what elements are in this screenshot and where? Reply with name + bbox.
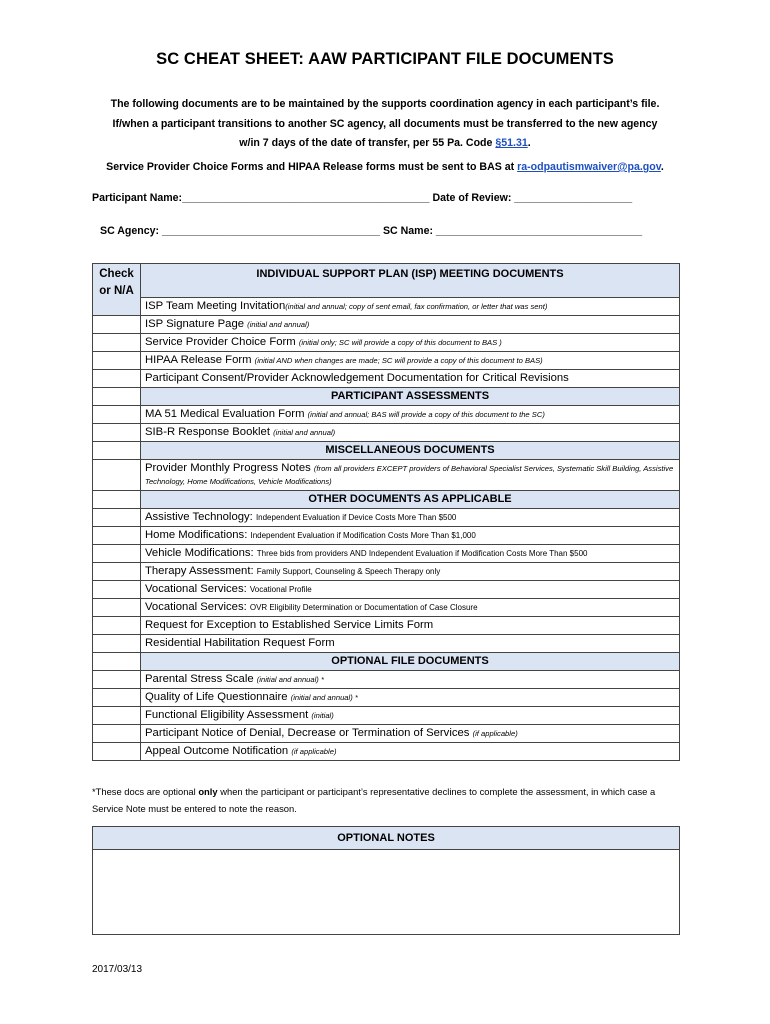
document-item (141, 460, 680, 491)
optional-notes-box (92, 826, 680, 935)
check-cell[interactable] (93, 406, 141, 424)
check-cell-empty (93, 491, 141, 509)
document-row (93, 334, 680, 352)
document-item (141, 725, 680, 743)
section-header: OTHER DOCUMENTS AS APPLICABLE (141, 491, 680, 509)
document-name: Participant Notice of Denial, Decrease or Termination of Services (145, 727, 473, 739)
bas-text: Service Provider Choice Forms and HIPAA Release forms must be sent to BAS at (106, 161, 518, 173)
check-cell[interactable] (93, 334, 141, 352)
document-note: (initial and annual) (247, 320, 310, 329)
document-name: Parental Stress Scale (145, 673, 257, 685)
document-row (93, 725, 680, 743)
document-name: Functional Eligibility Assessment (145, 709, 312, 721)
intro-line-2: If/when a participant transitions to another SC agency, all documents must be transferred to the new agency (112, 117, 658, 130)
document-item (141, 617, 680, 635)
intro-line-1: The following documents are to be maintained by the supports coordination agency in each participant’s file. (110, 98, 660, 110)
document-row (93, 671, 680, 689)
document-name: Vocational Services: (145, 601, 250, 613)
document-row (93, 635, 680, 653)
check-cell[interactable] (93, 617, 141, 635)
document-item (141, 334, 680, 352)
document-item (141, 527, 680, 545)
document-name: ISP Signature Page (145, 318, 248, 330)
section-header-row (93, 653, 680, 671)
section-header-row (93, 264, 680, 298)
document-item (141, 298, 680, 316)
document-row (93, 527, 680, 545)
document-row (93, 563, 680, 581)
optional-notes-area[interactable] (93, 850, 679, 934)
check-cell[interactable] (93, 563, 141, 581)
document-item (141, 352, 680, 370)
page-title: SC CHEAT SHEET: AAW PARTICIPANT FILE DOCUMENTS (156, 50, 614, 68)
document-requirement: Three bids from providers AND Independent Evaluation if Modification Costs More Than $500 (256, 549, 588, 558)
document-row (93, 352, 680, 370)
check-cell[interactable] (93, 545, 141, 563)
document-item (141, 563, 680, 581)
document-row (93, 599, 680, 617)
document-row (93, 617, 680, 635)
footnote-prefix: *These docs are optional (92, 786, 199, 797)
check-cell[interactable] (93, 707, 141, 725)
intro-line-3-text: w/in 7 days of the date of transfer, per 55 Pa. Code (239, 137, 496, 149)
sc-agency-field[interactable]: SC Agency: _____________________________________ SC Name: ___________________________________ (100, 225, 643, 237)
check-cell[interactable] (93, 725, 141, 743)
document-item (141, 370, 680, 388)
document-item (141, 581, 680, 599)
document-note: (initial and annual) (273, 428, 336, 437)
check-cell[interactable] (93, 352, 141, 370)
document-item (141, 599, 680, 617)
document-note: (if applicable) (291, 747, 337, 756)
document-name: Quality of Life Questionnaire (145, 691, 291, 703)
footer-date: 2017/03/13 (92, 964, 143, 975)
document-note: (if applicable) (472, 729, 518, 738)
document-row (93, 545, 680, 563)
document-item (141, 671, 680, 689)
document-note: (initial and annual; BAS will provide a copy of this document to the SC) (307, 410, 545, 419)
document-name: MA 51 Medical Evaluation Form (145, 408, 308, 420)
document-requirement: Family Support, Counseling & Speech Therapy only (256, 567, 441, 576)
document-name: Appeal Outcome Notification (145, 745, 292, 757)
document-note: (initial and annual) * (290, 693, 358, 702)
document-row (93, 689, 680, 707)
section-header-row (93, 491, 680, 509)
check-cell[interactable] (93, 671, 141, 689)
document-item (141, 406, 680, 424)
document-item (141, 635, 680, 653)
check-cell[interactable] (93, 689, 141, 707)
document-name: Request for Exception to Established Service Limits Form (145, 619, 434, 631)
document-requirement: OVR Eligibility Determination or Documentation of Case Closure (249, 603, 478, 612)
document-item (141, 545, 680, 563)
intro-line-3-suffix: . (527, 137, 531, 149)
document-name: Provider Monthly Progress Notes (145, 462, 314, 474)
section-header: MISCELLANEOUS DOCUMENTS (141, 442, 680, 460)
document-row (93, 707, 680, 725)
document-item (141, 316, 680, 334)
intro-line-3 (80, 134, 690, 154)
check-cell[interactable] (93, 316, 141, 334)
document-row (93, 509, 680, 527)
document-row (93, 370, 680, 388)
optional-notes-header: OPTIONAL NOTES (93, 827, 679, 850)
check-cell[interactable] (93, 743, 141, 761)
code-link[interactable]: §51.31 (495, 137, 528, 149)
document-name: ISP Team Meeting Invitation (145, 300, 286, 312)
document-row (93, 406, 680, 424)
section-header-row (93, 442, 680, 460)
check-cell[interactable] (93, 424, 141, 442)
document-note: (initial AND when changes are made; SC will provide a copy of this document to BAS) (254, 356, 543, 365)
document-name: Home Modifications: (145, 529, 251, 541)
footnote (92, 783, 678, 817)
section-header-row (93, 388, 680, 406)
check-cell[interactable] (93, 370, 141, 388)
check-cell[interactable] (93, 460, 141, 491)
document-item (141, 424, 680, 442)
document-row (93, 424, 680, 442)
check-cell-empty (93, 653, 141, 671)
document-name: Therapy Assessment: (145, 565, 257, 577)
section-header: OPTIONAL FILE DOCUMENTS (141, 653, 680, 671)
intro-paragraph (80, 95, 690, 154)
document-note: (initial and annual) * (256, 675, 324, 684)
document-row (93, 460, 680, 491)
document-note: (initial) (311, 711, 334, 720)
document-name: Assistive Technology: (145, 511, 256, 523)
document-row (93, 298, 680, 316)
document-note: (initial and annual; copy of sent email, fax confirmation, or letter that was sent) (285, 302, 548, 311)
document-item (141, 707, 680, 725)
document-requirement: Independent Evaluation if Device Costs More Than $500 (255, 513, 457, 522)
document-item (141, 743, 680, 761)
bas-instruction (60, 161, 710, 173)
document-item (141, 509, 680, 527)
document-item (141, 689, 680, 707)
check-cell[interactable] (93, 527, 141, 545)
document-note: (from all providers EXCEPT providers of Behavioral Specialist Services, Systematic Skill Building, Assistive Technology, Home Modifications, Vehicle Modifications) (145, 464, 674, 486)
check-cell[interactable] (93, 635, 141, 653)
document-name: Vocational Services: (145, 583, 250, 595)
check-cell[interactable] (93, 581, 141, 599)
document-requirement: Vocational Profile (249, 585, 312, 594)
document-name: Service Provider Choice Form (145, 336, 299, 348)
footnote-bold: only (198, 786, 218, 797)
check-column-header: Check or N/A (93, 264, 141, 316)
check-cell[interactable] (93, 509, 141, 527)
documents-table (92, 263, 680, 761)
document-name: Residential Habilitation Request Form (145, 637, 335, 649)
document-name: Vehicle Modifications: (145, 547, 257, 559)
document-name: HIPAA Release Form (145, 354, 255, 366)
document-row (93, 743, 680, 761)
bas-suffix: . (660, 161, 664, 173)
document-name: Participant Consent/Provider Acknowledgement Documentation for Critical Revisions (145, 372, 569, 384)
document-row (93, 316, 680, 334)
document-requirement: Independent Evaluation if Modification Costs More Than $1,000 (250, 531, 476, 540)
document-name: SIB-R Response Booklet (145, 426, 274, 438)
section-header: PARTICIPANT ASSESSMENTS (141, 388, 680, 406)
bas-email-link[interactable]: ra-odpautismwaiver@pa.gov (517, 161, 661, 173)
check-cell-empty (93, 388, 141, 406)
footnote-suffix: when the participant or participant’s representative declines to complete the assessment, in which case a Service Note must be entered to note the reason. (92, 786, 656, 814)
check-cell-empty (93, 442, 141, 460)
document-note: (initial only; SC will provide a copy of this document to BAS ) (298, 338, 502, 347)
check-cell[interactable] (93, 599, 141, 617)
participant-name-field[interactable]: Participant Name:__________________________________________ Date of Review: ____________________ (92, 192, 633, 204)
section-header: INDIVIDUAL SUPPORT PLAN (ISP) MEETING DOCUMENTS (141, 264, 680, 298)
document-row (93, 581, 680, 599)
